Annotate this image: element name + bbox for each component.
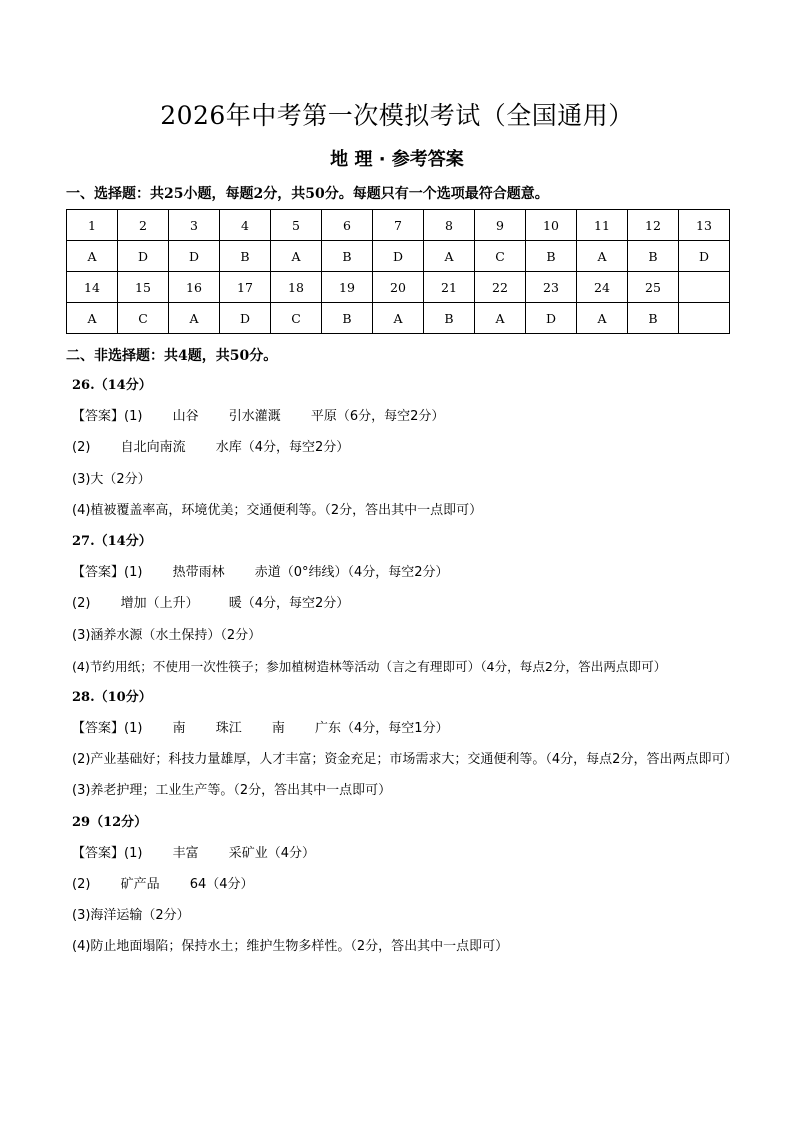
table-cell: D	[373, 241, 424, 272]
question-27-heading: 27.（14分）	[72, 533, 152, 549]
table-cell: B	[220, 241, 271, 272]
answer-text: 矿产品	[120, 877, 160, 893]
question-27-answer-2	[72, 588, 732, 619]
answer-text: 热带雨林	[172, 565, 225, 581]
table-cell: 4	[220, 210, 271, 241]
table-cell: B	[628, 241, 679, 272]
table-cell: 8	[424, 210, 475, 241]
table-cell: 21	[424, 272, 475, 303]
answer-label: 【答案】(1)	[72, 845, 143, 861]
answer-text: 平原（6分，每空2分）	[310, 409, 445, 425]
table-cell: C	[475, 241, 526, 272]
page-subtitle: 地 理 · 参考答案	[330, 149, 464, 170]
table-cell: B	[424, 303, 475, 334]
question-26-answer-3: (3)大（2分）	[72, 471, 151, 487]
table-cell: 20	[373, 272, 424, 303]
answer-text: 珠江	[215, 721, 242, 737]
table-cell: 19	[322, 272, 373, 303]
table-cell: A	[475, 303, 526, 334]
answer-label: (2)	[72, 877, 91, 893]
answer-label: 【答案】(1)	[72, 565, 143, 581]
answer-text: 自北向南流	[120, 440, 186, 456]
table-cell: D	[526, 303, 577, 334]
table-cell: 17	[220, 272, 271, 303]
table-row	[67, 272, 730, 303]
table-cell: 9	[475, 210, 526, 241]
table-cell: 23	[526, 272, 577, 303]
answer-text: 南	[172, 721, 186, 737]
table-cell: 14	[67, 272, 118, 303]
table-cell: 12	[628, 210, 679, 241]
question-26-answer-2	[72, 432, 732, 463]
answer-text: 采矿业（4分）	[228, 845, 315, 861]
table-row	[67, 241, 730, 272]
question-28-answer-1	[72, 713, 732, 744]
table-cell: 24	[577, 272, 628, 303]
table-cell: 5	[271, 210, 322, 241]
table-cell	[679, 272, 730, 303]
table-cell: 22	[475, 272, 526, 303]
table-cell: 11	[577, 210, 628, 241]
table-cell: 1	[67, 210, 118, 241]
answer-text: 广东（4分，每空1分）	[315, 721, 449, 737]
table-cell	[679, 303, 730, 334]
answer-label: 【答案】(1)	[72, 721, 143, 737]
section-choice-heading: 一、选择题：共25小题，每题2分，共50分。每题只有一个选项最符合题意。	[66, 186, 549, 202]
table-cell: B	[526, 241, 577, 272]
question-29-answer-1	[72, 838, 732, 869]
table-cell: 18	[271, 272, 322, 303]
table-cell: 7	[373, 210, 424, 241]
table-cell: A	[169, 303, 220, 334]
table-cell: D	[220, 303, 271, 334]
question-27-answer-3: (3)涵养水源（水土保持）（2分）	[72, 627, 262, 643]
answer-label: 【答案】(1)	[72, 409, 143, 425]
answer-text: 山谷	[172, 409, 199, 425]
table-row	[67, 303, 730, 334]
answer-text: 南	[271, 721, 285, 737]
table-cell: 6	[322, 210, 373, 241]
answer-text: 水库（4分，每空2分）	[215, 440, 350, 456]
table-cell: D	[169, 241, 220, 272]
table-cell: D	[118, 241, 169, 272]
answer-text: 暖（4分，每空2分）	[228, 596, 350, 612]
question-29-answer-4: (4)防止地面塌陷；保持水土；维护生物多样性。（2分，答出其中一点即可）	[72, 939, 509, 955]
answer-text: 增加（上升）	[120, 596, 199, 612]
question-27-answer-4: (4)节约用纸；不使用一次性筷子；参加植树造林等活动（言之有理即可）（4分，每点2分，答出两点即可）	[72, 658, 667, 674]
table-cell: A	[577, 303, 628, 334]
table-cell: C	[118, 303, 169, 334]
table-cell: A	[67, 241, 118, 272]
section-nonchoice-heading: 二、非选择题：共4题，共50分。	[66, 348, 278, 364]
table-cell: A	[271, 241, 322, 272]
answer-text: 丰富	[172, 845, 199, 861]
question-27-answer-1	[72, 557, 732, 588]
answer-text: 引水灌溉	[228, 409, 281, 425]
table-cell: 3	[169, 210, 220, 241]
table-cell: 15	[118, 272, 169, 303]
question-26-answer-4: (4)植被覆盖率高，环境优美；交通便利等。（2分，答出其中一点即可）	[72, 502, 483, 518]
question-29-heading: 29（12分）	[72, 814, 148, 830]
table-cell: B	[322, 241, 373, 272]
answer-text: 64（4分）	[189, 877, 254, 893]
table-cell: 13	[679, 210, 730, 241]
table-cell: A	[577, 241, 628, 272]
table-cell: A	[67, 303, 118, 334]
question-29-answer-2	[72, 869, 732, 900]
table-cell: B	[322, 303, 373, 334]
table-cell: 2	[118, 210, 169, 241]
question-28-answer-2: (2)产业基础好；科技力量雄厚，人才丰富；资金充足；市场需求大；交通便利等。（4分，每点2分，答出两点即可）	[72, 752, 738, 768]
page-title: 2026年中考第一次模拟考试（全国通用）	[160, 101, 634, 130]
answer-label: (2)	[72, 440, 91, 456]
table-cell: C	[271, 303, 322, 334]
table-cell: 16	[169, 272, 220, 303]
answer-label: (2)	[72, 596, 91, 612]
table-cell: A	[373, 303, 424, 334]
question-26-answer-1	[72, 401, 732, 432]
question-29-answer-3: (3)海洋运输（2分）	[72, 908, 190, 924]
question-28-heading: 28.（10分）	[72, 689, 152, 705]
answer-text: 赤道（0°纬线）（4分，每空2分）	[254, 565, 449, 581]
answer-table	[66, 209, 730, 334]
question-26-heading: 26.（14分）	[72, 378, 152, 393]
table-cell: A	[424, 241, 475, 272]
question-28-answer-3: (3)养老护理；工业生产等。（2分，答出其中一点即可）	[72, 783, 392, 799]
table-cell: B	[628, 303, 679, 334]
table-cell: 25	[628, 272, 679, 303]
table-row	[67, 210, 730, 241]
answer-content	[72, 370, 738, 963]
table-cell: 10	[526, 210, 577, 241]
table-cell: D	[679, 241, 730, 272]
